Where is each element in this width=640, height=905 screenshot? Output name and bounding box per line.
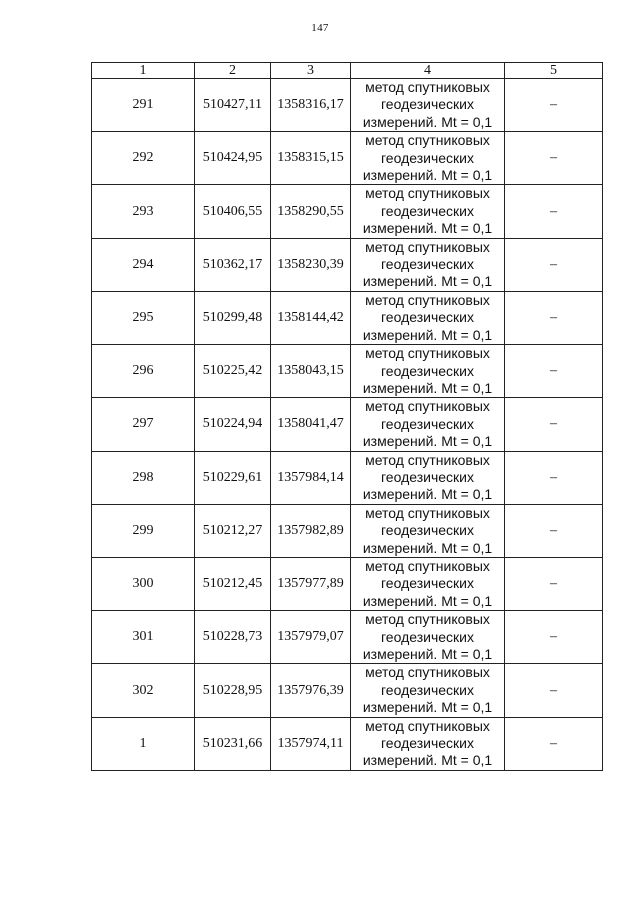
point-number-cell: 293	[92, 185, 195, 238]
note-cell: –	[505, 611, 603, 664]
method-line: измерений. Mt = 0,1	[362, 486, 493, 503]
table-row	[92, 717, 603, 770]
method-cell	[351, 79, 505, 132]
method-line: геодезических	[381, 415, 474, 432]
method-line: метод спутниковых	[365, 664, 490, 681]
table-row	[92, 345, 603, 398]
point-number-cell: 301	[92, 611, 195, 664]
note-cell: –	[505, 504, 603, 557]
method-line: метод спутниковых	[365, 185, 490, 202]
table-row	[92, 238, 603, 291]
y-coordinate-cell: 1357974,11	[271, 717, 351, 770]
point-number-cell: 298	[92, 451, 195, 504]
method-line: измерений. Mt = 0,1	[362, 379, 493, 396]
method-cell	[351, 557, 505, 610]
method-cell	[351, 345, 505, 398]
x-coordinate-cell: 510231,66	[195, 717, 271, 770]
y-coordinate-cell: 1358290,55	[271, 185, 351, 238]
method-line: измерений. Mt = 0,1	[362, 539, 493, 556]
method-line: геодезических	[381, 256, 474, 273]
x-coordinate-cell: 510362,17	[195, 238, 271, 291]
x-coordinate-cell: 510406,55	[195, 185, 271, 238]
y-coordinate-cell: 1357982,89	[271, 504, 351, 557]
y-coordinate-cell: 1358144,42	[271, 291, 351, 344]
y-coordinate-cell: 1358041,47	[271, 398, 351, 451]
method-cell	[351, 664, 505, 717]
method-line: геодезических	[381, 628, 474, 645]
note-cell: –	[505, 451, 603, 504]
method-line: геодезических	[381, 681, 474, 698]
point-number-cell: 296	[92, 345, 195, 398]
point-number-cell: 302	[92, 664, 195, 717]
table-row	[92, 611, 603, 664]
y-coordinate-cell: 1358230,39	[271, 238, 351, 291]
y-coordinate-cell: 1358043,15	[271, 345, 351, 398]
table-row	[92, 185, 603, 238]
table-row	[92, 291, 603, 344]
y-coordinate-cell: 1358316,17	[271, 79, 351, 132]
x-coordinate-cell: 510224,94	[195, 398, 271, 451]
x-coordinate-cell: 510299,48	[195, 291, 271, 344]
x-coordinate-cell: 510427,11	[195, 79, 271, 132]
method-line: геодезических	[381, 309, 474, 326]
x-coordinate-cell: 510228,95	[195, 664, 271, 717]
method-line: измерений. Mt = 0,1	[362, 167, 493, 184]
coordinates-table	[91, 62, 603, 771]
method-cell	[351, 504, 505, 557]
table-row	[92, 557, 603, 610]
column-header-3: 3	[271, 63, 351, 79]
x-coordinate-cell: 510228,73	[195, 611, 271, 664]
method-line: измерений. Mt = 0,1	[362, 646, 493, 662]
method-line: метод спутниковых	[365, 717, 490, 734]
method-line: измерений. Mt = 0,1	[362, 699, 493, 716]
method-line: метод спутниковых	[365, 238, 490, 255]
method-line: метод спутниковых	[365, 611, 490, 628]
note-cell: –	[505, 717, 603, 770]
table-row	[92, 451, 603, 504]
method-cell	[351, 398, 505, 451]
method-cell	[351, 132, 505, 185]
y-coordinate-cell: 1358315,15	[271, 132, 351, 185]
method-line: геодезических	[381, 468, 474, 485]
method-line: метод спутниковых	[365, 398, 490, 415]
table-row	[92, 132, 603, 185]
y-coordinate-cell: 1357984,14	[271, 451, 351, 504]
note-cell: –	[505, 664, 603, 717]
method-line: геодезических	[381, 96, 474, 113]
column-header-1: 1	[92, 63, 195, 79]
y-coordinate-cell: 1357976,39	[271, 664, 351, 717]
point-number-cell: 297	[92, 398, 195, 451]
point-number-cell: 294	[92, 238, 195, 291]
y-coordinate-cell: 1357979,07	[271, 611, 351, 664]
note-cell: –	[505, 291, 603, 344]
point-number-cell: 295	[92, 291, 195, 344]
method-line: измерений. Mt = 0,1	[362, 273, 493, 290]
column-header-4: 4	[351, 63, 505, 79]
method-line: геодезических	[381, 149, 474, 166]
method-line: метод спутниковых	[365, 557, 490, 574]
method-line: измерений. Mt = 0,1	[362, 326, 493, 343]
x-coordinate-cell: 510212,27	[195, 504, 271, 557]
note-cell: –	[505, 557, 603, 610]
method-line: геодезических	[381, 575, 474, 592]
column-header-5: 5	[505, 63, 603, 79]
table-row	[92, 79, 603, 132]
method-line: геодезических	[381, 522, 474, 539]
note-cell: –	[505, 238, 603, 291]
page-number: 147	[311, 22, 329, 34]
method-line: метод спутниковых	[365, 132, 490, 149]
table-body	[92, 79, 603, 771]
method-line: измерений. Mt = 0,1	[362, 220, 493, 237]
method-cell	[351, 451, 505, 504]
method-line: метод спутниковых	[365, 291, 490, 308]
method-line: измерений. Mt = 0,1	[362, 433, 493, 450]
note-cell: –	[505, 132, 603, 185]
table-row	[92, 664, 603, 717]
method-cell	[351, 291, 505, 344]
point-number-cell: 292	[92, 132, 195, 185]
method-line: геодезических	[381, 362, 474, 379]
header-row	[92, 63, 603, 79]
method-line: метод спутниковых	[365, 79, 490, 95]
point-number-cell: 299	[92, 504, 195, 557]
note-cell: –	[505, 345, 603, 398]
method-cell	[351, 611, 505, 664]
y-coordinate-cell: 1357977,89	[271, 557, 351, 610]
method-line: измерений. Mt = 0,1	[362, 592, 493, 609]
table-row	[92, 504, 603, 557]
method-line: измерений. Mt = 0,1	[362, 113, 493, 130]
x-coordinate-cell: 510424,95	[195, 132, 271, 185]
point-number-cell: 1	[92, 717, 195, 770]
column-header-2: 2	[195, 63, 271, 79]
method-line: геодезических	[381, 735, 474, 752]
point-number-cell: 291	[92, 79, 195, 132]
x-coordinate-cell: 510229,61	[195, 451, 271, 504]
method-cell	[351, 238, 505, 291]
point-number-cell: 300	[92, 557, 195, 610]
method-cell	[351, 717, 505, 770]
method-line: метод спутниковых	[365, 451, 490, 468]
note-cell: –	[505, 185, 603, 238]
note-cell: –	[505, 79, 603, 132]
table-row	[92, 398, 603, 451]
method-line: метод спутниковых	[365, 345, 490, 362]
method-line: геодезических	[381, 202, 474, 219]
x-coordinate-cell: 510212,45	[195, 557, 271, 610]
x-coordinate-cell: 510225,42	[195, 345, 271, 398]
note-cell: –	[505, 398, 603, 451]
method-cell	[351, 185, 505, 238]
method-line: измерений. Mt = 0,1	[362, 752, 493, 769]
method-line: метод спутниковых	[365, 504, 490, 521]
